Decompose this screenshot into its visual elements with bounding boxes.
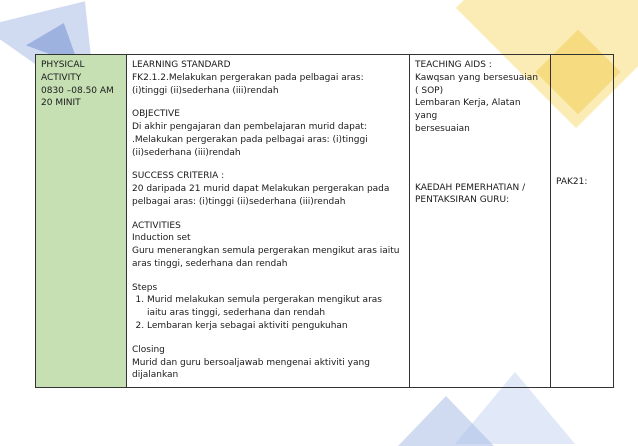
decorative-triangle-bottom [398, 396, 494, 446]
steps-heading: Steps [132, 282, 158, 293]
time-range: 0830 –08.50 AM [41, 85, 114, 96]
steps-list [132, 294, 404, 332]
teaching-aids-line-1: Kawqsan yang bersesuaian [415, 72, 539, 83]
closing-line-2: dijalankan [132, 370, 179, 381]
time-cell [36, 55, 127, 388]
list-item: 1. Murid melakukan semula pergerakan mengikut aras iaitu aras tinggi, sederhana dan rendah [147, 294, 404, 320]
pak21-label: PAK21: [556, 177, 588, 187]
learning-standard-levels: (i)tinggi (ii)sederhana (iii)rendah [132, 85, 279, 96]
objective-heading: OBJECTIVE [132, 109, 180, 120]
teaching-aids-line-3: Lembaran Kerja, Alatan yang [415, 98, 521, 122]
induction-heading: Induction set [132, 233, 191, 244]
lesson-plan-table [35, 54, 614, 388]
duration-label: 20 MINIT [41, 98, 81, 109]
main-content-cell [127, 55, 410, 388]
subject-label: PHYSICAL ACTIVITY [41, 60, 85, 83]
list-item: 2. Lembaran kerja sebagai aktiviti pengukuhan [147, 320, 404, 333]
activities-heading: ACTIVITIES [132, 220, 181, 231]
objective-line-3: (ii)sederhana (iii)rendah [132, 147, 241, 158]
closing-heading: Closing [132, 344, 165, 355]
teaching-aids-heading: TEACHING AIDS : [415, 60, 492, 70]
lesson-plan-row [36, 55, 614, 388]
teaching-aids-line-4: bersesuaian [415, 123, 470, 134]
assessment-line-1: KAEDAH PEMERHATIAN / [415, 182, 526, 193]
induction-line-1: Guru menerangkan semula pergerakan mengikut aras iaitu [132, 246, 400, 257]
success-criteria-line-2: pelbagai aras: (i)tinggi (ii)sederhana (iii)rendah [132, 196, 346, 207]
objective-line-1: Di akhir pengajaran dan pembelajaran murid dapat: [132, 122, 367, 133]
teaching-aids-line-2: ( SOP) [415, 85, 444, 96]
success-criteria-line-1: 20 daripada 21 murid dapat Melakukan pergerakan pada [132, 184, 390, 195]
learning-standard-text: FK2.1.2.Melakukan pergerakan pada pelbagai aras: [132, 72, 364, 83]
assessment-line-2: PENTAKSIRAN GURU: [415, 195, 510, 206]
closing-line-1: Murid dan guru bersoaljawab mengenai aktiviti yang [132, 357, 370, 368]
success-criteria-heading: SUCCESS CRITERIA : [132, 171, 225, 182]
induction-line-2: aras tinggi, sederhana dan rendah [132, 258, 288, 269]
objective-line-2: .Melakukan pergerakan pada pelbagai aras: (i)tinggi [132, 134, 368, 145]
pak21-cell [551, 55, 614, 388]
learning-standard-heading: LEARNING STANDARD [132, 60, 231, 70]
teaching-aids-cell [410, 55, 551, 388]
